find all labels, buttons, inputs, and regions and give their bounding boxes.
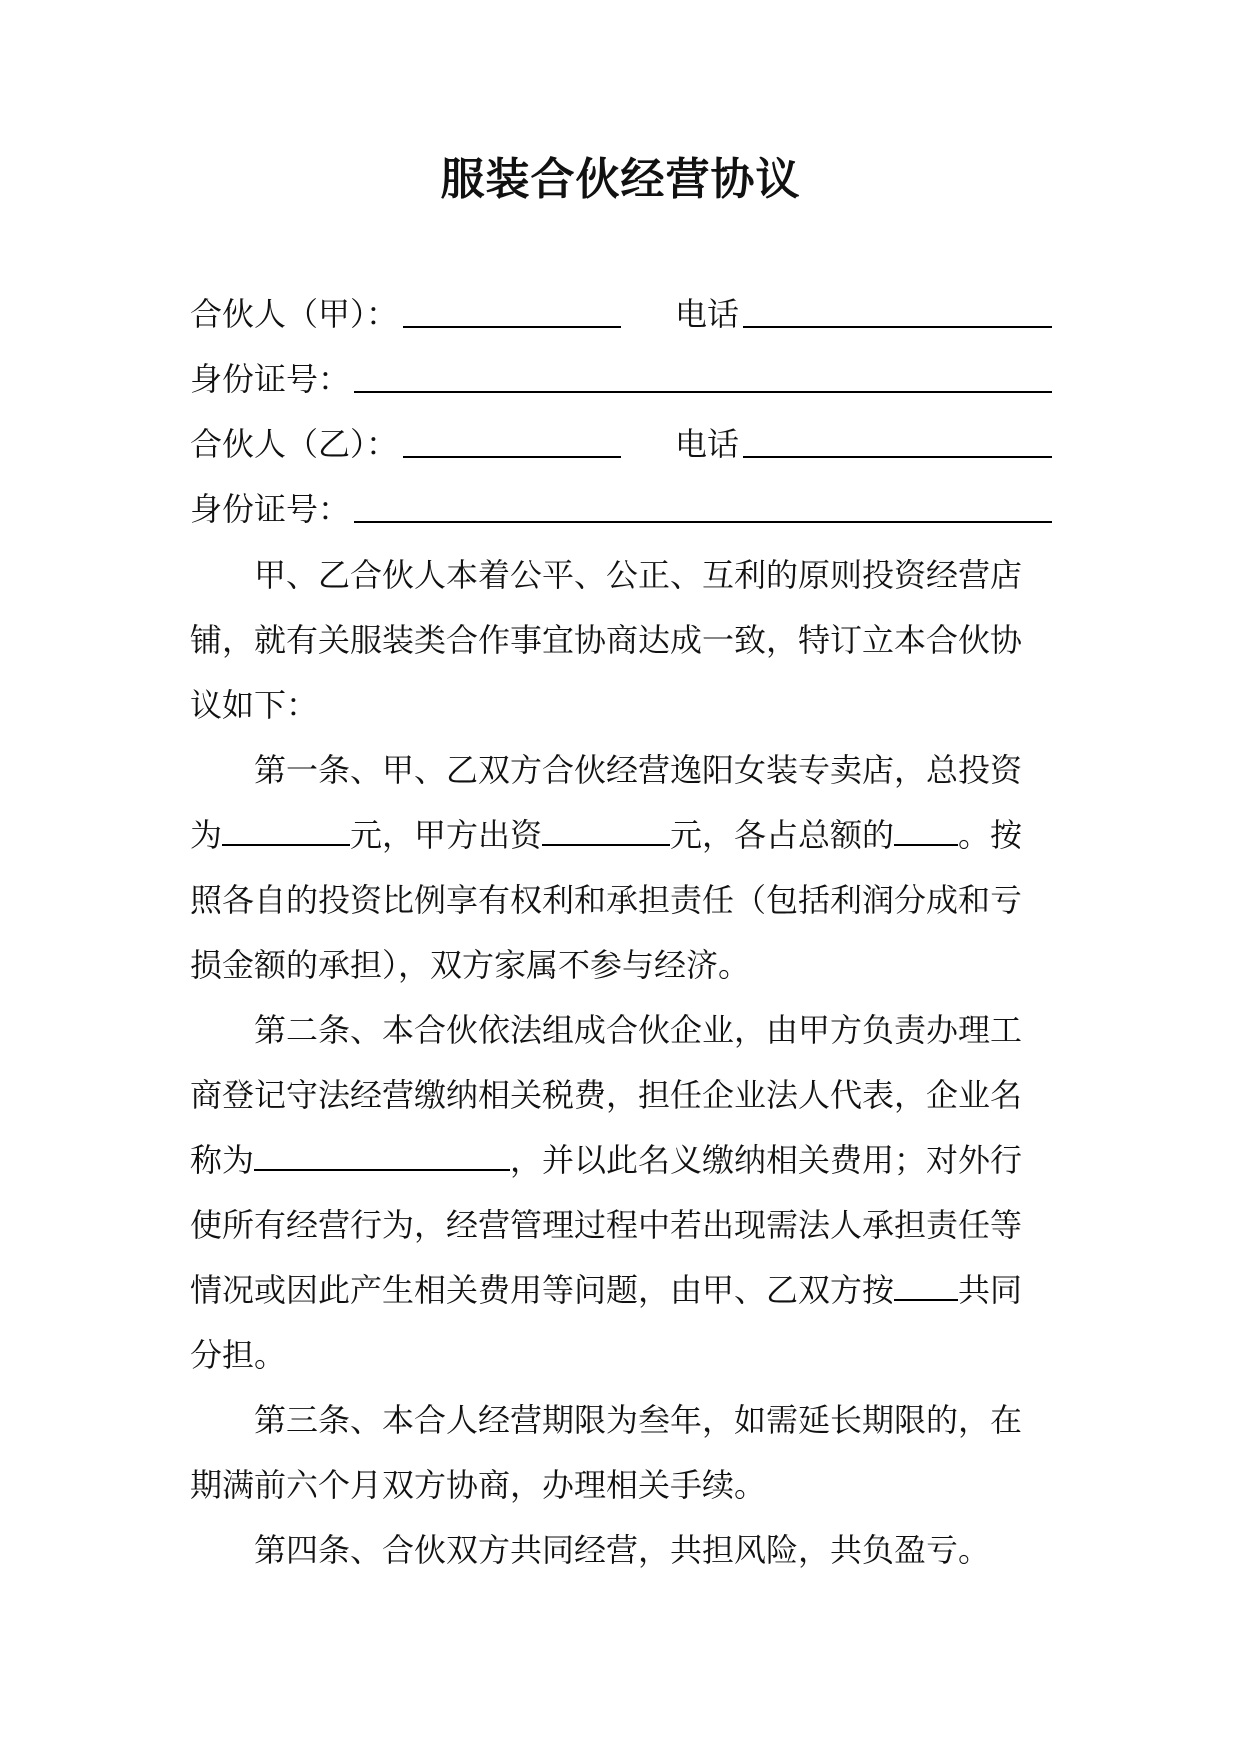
partner-a-name-field[interactable] xyxy=(403,326,621,328)
partner-a-label: 合伙人（甲）： xyxy=(190,295,399,333)
article-4-line-1: 第四条、合伙双方共同经营，共担风险，共负盈亏。 xyxy=(254,1531,991,1569)
article-3-line-2: 期满前六个月双方协商，办理相关手续。 xyxy=(190,1466,767,1504)
article-2-line-2: 商登记守法经营缴纳相关税费，担任企业法人代表，企业名 xyxy=(190,1076,1023,1114)
article-1-text-d: 。按 xyxy=(958,816,1023,854)
doc-title: 服装合伙经营协议 xyxy=(440,154,801,205)
article-2-text-c: 情况或因此产生相关费用等问题，由甲、乙双方按 xyxy=(190,1271,895,1309)
article-1-line-2 xyxy=(190,803,1052,867)
intro-line-2: 铺，就有关服装类合作事宜协商达成一致，特订立本合伙协 xyxy=(190,621,1023,659)
id-b-field[interactable] xyxy=(354,521,1052,523)
phone-b-label: 电话 xyxy=(675,425,740,463)
article-1-text-a: 为 xyxy=(190,816,223,854)
cost-share-field[interactable] xyxy=(894,1259,958,1301)
article-2-text-d: 共同 xyxy=(958,1271,1023,1309)
phone-a-field[interactable] xyxy=(743,326,1052,328)
article-2-line-6: 分担。 xyxy=(190,1336,287,1374)
article-2-line-4: 使所有经营行为，经营管理过程中若出现需法人承担责任等 xyxy=(190,1206,1023,1244)
article-2-line-3 xyxy=(190,1128,1052,1192)
id-a-label: 身份证号： xyxy=(190,360,351,398)
party-a-investment-field[interactable] xyxy=(542,804,670,846)
share-percent-field[interactable] xyxy=(894,804,958,846)
article-1-line-3: 照各自的投资比例享有权利和承担责任（包括利润分成和亏 xyxy=(190,881,1023,919)
article-1-text-b: 元，甲方出资 xyxy=(350,816,543,854)
intro-line-1: 甲、乙合伙人本着公平、公正、互利的原则投资经营店 xyxy=(254,556,1023,594)
article-3-line-1: 第三条、本合人经营期限为叁年，如需延长期限的，在 xyxy=(254,1401,1023,1439)
company-name-field[interactable] xyxy=(254,1129,510,1171)
intro-line-3: 议如下： xyxy=(190,686,319,724)
phone-b-field[interactable] xyxy=(743,456,1052,458)
id-b-label: 身份证号： xyxy=(190,490,351,528)
id-a-field[interactable] xyxy=(354,391,1052,393)
phone-a-label: 电话 xyxy=(675,295,740,333)
partner-b-name-field[interactable] xyxy=(403,456,621,458)
article-2-text-b: ，并以此名义缴纳相关费用；对外行 xyxy=(510,1141,1023,1179)
article-1-line-1: 第一条、甲、乙双方合伙经营逸阳女装专卖店，总投资 xyxy=(254,751,1023,789)
total-investment-field[interactable] xyxy=(222,804,350,846)
partner-b-label: 合伙人（乙）： xyxy=(190,425,399,463)
article-1-text-c: 元，各占总额的 xyxy=(670,816,895,854)
article-1-line-4: 损金额的承担），双方家属不参与经济。 xyxy=(190,946,751,984)
article-2-line-5 xyxy=(190,1258,1052,1322)
article-2-text-a: 称为 xyxy=(190,1141,255,1179)
article-2-line-1: 第二条、本合伙依法组成合伙企业，由甲方负责办理工 xyxy=(254,1011,1023,1049)
